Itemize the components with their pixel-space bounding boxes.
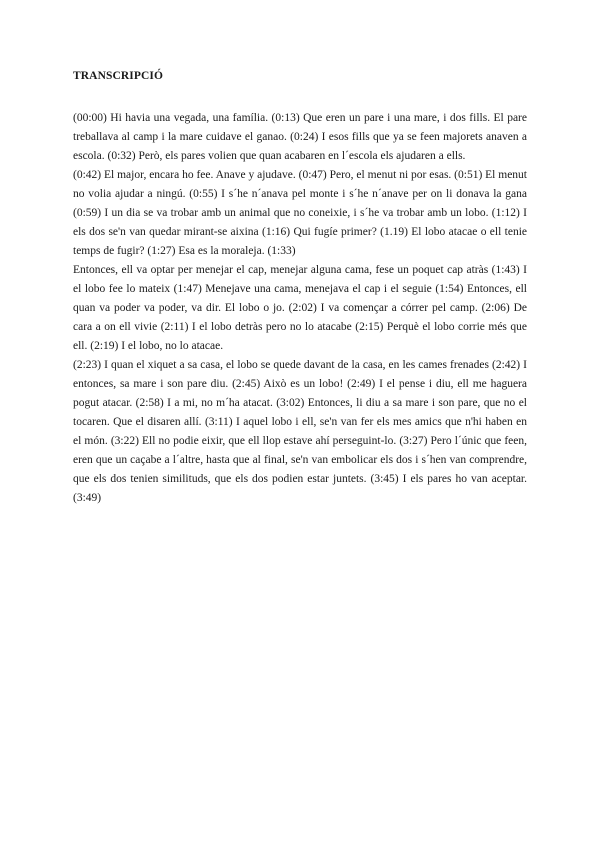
paragraph-1: (00:00) Hi havia una vegada, una família. (0:13) Que eren un pare i una mare, i dos fills. El pare treballava al camp i la mare cuidave el ganao. (0:24) I esos fills que ya se feen majorets anaven a escola. (0:32) Però, els pares volien que quan acabaren en l´escola els ajudaren a ells. bbox=[73, 112, 527, 162]
paragraph-3: Entonces, ell va optar per menejar el cap, menejar alguna cama, fese un poquet cap atràs (1:43) I el lobo fee lo mateix (1:47) Menejave una cama, menejava el cap i el seguie (1:54) Entonces, ell quan va poder va poder, va dir. El lobo o jo. (2:02) I va començar a córrer pel camp. (2:06) De cara a on ell vivie (2:11) I el lobo detràs pero no lo atacabe (2:15) Perquè el lobo corrie més que ell. (2:19) I el lobo, no lo atacae. bbox=[73, 264, 527, 352]
paragraph-4: (2:23) I quan el xiquet a sa casa, el lobo se quede davant de la casa, en les cames frenades (2:42) I entonces, sa mare i son pare diu. (2:45) Això es un lobo! (2:49) I el pense i diu, ell me haguera pogut atacar. (2:58) I a mi, no m´ha atacat. (3:02) Entonces, li diu a sa mare i son pare, que no el tocaren. Que el disaren allí. (3:11) I aquel lobo i ell, se'n van fer els mes amics que n'hi haben en el món. (3:22) Ell no podie eixir, que ell llop estave ahí perseguint-lo. (3:27) Pero l´únic que feen, eren que un caçabe a l´altre, hasta que al final, se'n van embolicar els dos i s´hen van comprendre, que els dos tenien similituds, que els dos podien estar juntets. (3:45) I els pares ho van aceptar. (3:49) bbox=[73, 359, 527, 504]
paragraph-2: (0:42) El major, encara ho fee. Anave y ajudave. (0:47) Pero, el menut ni por esas. (0:51) El menut no volia ajudar a ningú. (0:55) I s´he n´anava pel monte i s´he n´anave per on li donava la gana (0:59) I un dia se va trobar amb un animal que no coneixie, i s´he va trobar amb un lobo. (1:12) I els dos se'n van quedar mirant-se aixina (1:16) Qui fugíe primer? (1.19) El lobo atacae o ell tenie temps de fugir? (1:27) Esa es la moraleja. (1:33) bbox=[73, 169, 527, 257]
transcription-body bbox=[73, 109, 527, 508]
document-title: TRANSCRIPCIÓ bbox=[73, 70, 164, 82]
